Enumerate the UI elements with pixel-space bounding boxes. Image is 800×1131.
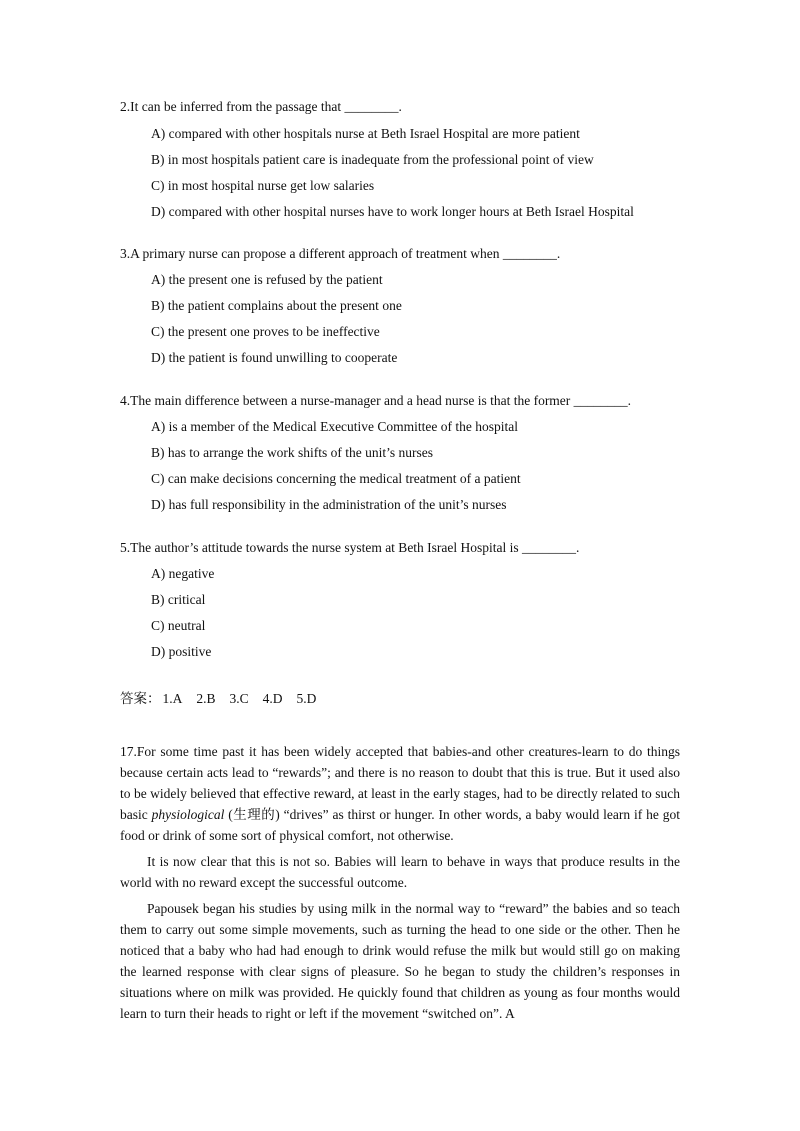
answer-key [120,690,330,708]
reading-passage [120,741,680,1029]
question-5-option-d: D) positive [151,644,212,659]
question-4-stem: 4.The main difference between a nurse-manager and a head nurse is that the former ________. [120,393,632,408]
question-4-option-a: A) is a member of the Medical Executive Committee of the hospital [151,419,519,434]
answer-5: 5.D [296,691,317,706]
question-2-option-b: B) in most hospitals patient care is inadequate from the professional point of view [151,152,594,167]
passage-paragraph-3: Papousek began his studies by using milk in the normal way to “reward” the babies and so teach them to carry out some simple movements, such as turning the head to one side or the other. Then he noticed that a baby who had had enough to drink would refuse the milk but would still go on making the learned response with clear signs of pleasure. So he began to study the children’s responses in situations where on milk was provided. He quickly found that children as young as four months would learn to turn their heads to right or left if the movement “switched on”. A [120,901,680,1021]
question-5-option-c: C) neutral [151,618,206,633]
question-3-option-a: A) the present one is refused by the patient [151,272,383,287]
question-5-stem: 5.The author’s attitude towards the nurse system at Beth Israel Hospital is ________. [120,540,580,555]
question-2-option-c: C) in most hospital nurse get low salaries [151,178,375,193]
answer-3: 3.C [229,691,249,706]
question-5-option-b: B) critical [151,592,206,607]
question-2-option-a: A) compared with other hospitals nurse at Beth Israel Hospital are more patient [151,126,580,141]
answer-2: 2.B [196,691,216,706]
question-5-option-a: A) negative [151,566,215,581]
passage-paragraph-1-text-a: 17.For some time past it has been widely accepted that babies-and other creatures-learn to do things because certain acts lead to “rewards”; and there is no reason to doubt that this is true. But it used also to be widely believed that effective reward, at least in the early stages, had to be directly related to such basic [120,744,680,822]
passage-paragraph-1 [120,741,680,846]
answer-4: 4.D [262,691,283,706]
question-3-option-d: D) the patient is found unwilling to cooperate [151,350,398,365]
question-2-option-d: D) compared with other hospital nurses have to work longer hours at Beth Israel Hospital [151,204,634,219]
passage-italic-term: physiological [151,807,225,822]
question-3-option-c: C) the present one proves to be ineffective [151,324,380,339]
answer-key-label: 答案： [120,691,161,706]
question-2-stem: 2.It can be inferred from the passage that ________. [120,99,402,114]
answer-1: 1.A [162,691,183,706]
question-4-option-c: C) can make decisions concerning the medical treatment of a patient [151,471,521,486]
question-3-stem: 3.A primary nurse can propose a different approach of treatment when ________. [120,246,561,261]
question-3-option-b: B) the patient complains about the present one [151,298,402,313]
passage-paragraph-1-text-b: (生理的) “drives” as thirst or hunger. In other words, a baby would learn if he got food or drink of some sort of physical comfort, not otherwise. [120,807,680,843]
passage-paragraph-2: It is now clear that this is not so. Babies will learn to behave in ways that produce results in the world with no reward except the successful outcome. [120,854,680,890]
question-4-option-b: B) has to arrange the work shifts of the unit’s nurses [151,445,433,460]
question-4-option-d: D) has full responsibility in the administration of the unit’s nurses [151,497,507,512]
